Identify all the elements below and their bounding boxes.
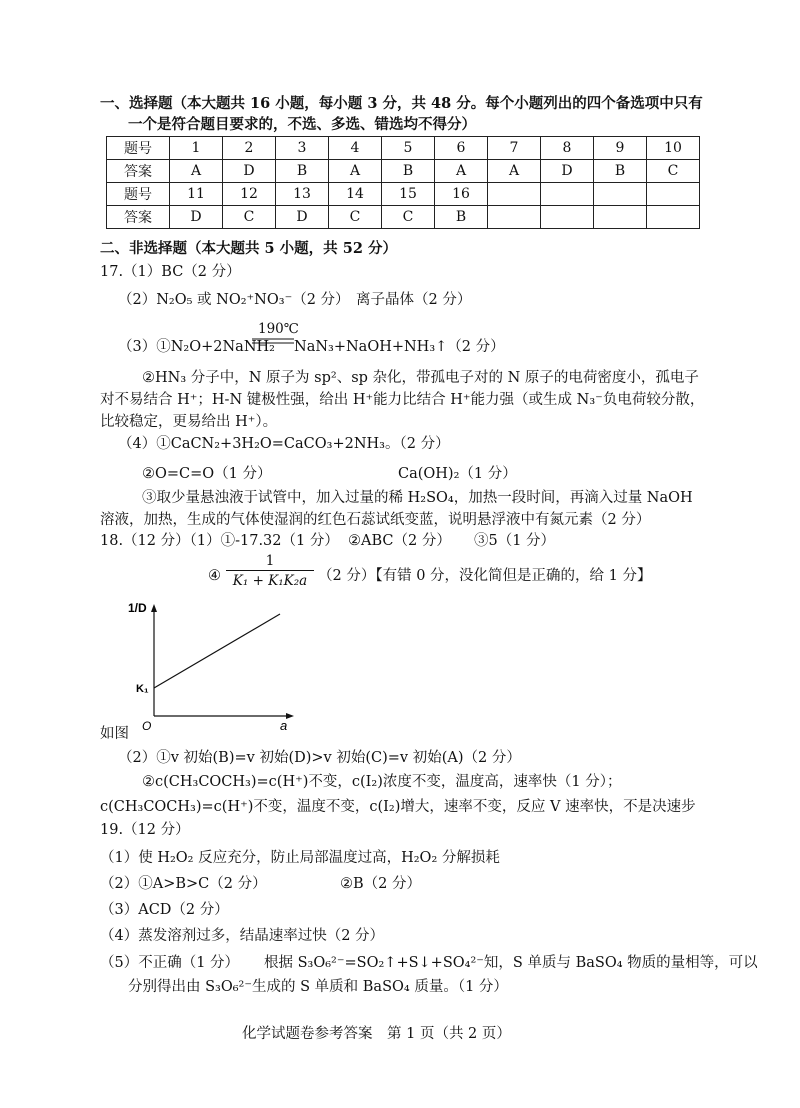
table-cell: 2 (223, 137, 276, 160)
q17-part4-3b: 溶液，加热，生成的气体使湿润的红色石蕊试纸变蓝，说明悬浮液中有氮元素（2 分） (100, 512, 651, 528)
table-cell: 9 (594, 137, 647, 160)
q17-part4-1: （4）①CaCN₂+3H₂O=CaCO₃+2NH₃。（2 分） (118, 436, 450, 452)
q18-fraction-denominator: K₁ + K₁K₂a (226, 570, 314, 591)
section2-title: 二、非选择题（本大题共 5 小题，共 52 分） (100, 240, 397, 257)
table-cell: 4 (329, 137, 382, 160)
graph-intercept-label: K₁ (136, 683, 149, 695)
table-cell: 14 (329, 183, 382, 206)
table-cell: 1 (170, 137, 223, 160)
table-cell: 5 (382, 137, 435, 160)
table-cell: C (223, 206, 276, 229)
table-cell: A (170, 160, 223, 183)
graph-y-arrow-icon (151, 604, 157, 612)
q17-part3-eq-left: （3）①N₂O+2NaNH₂ (118, 339, 275, 355)
q17-part3-line1: ②HN₃ 分子中，N 原子为 sp²、sp 杂化，带孤电子对的 N 原子的电荷密度小，孤电子 (142, 370, 699, 386)
equals-arrow-icon (252, 336, 294, 346)
table-row-header: 答案 (107, 160, 170, 183)
table-cell: 15 (382, 183, 435, 206)
q19-part2b: ②B（2 分） (340, 876, 421, 892)
q18-fraction-numerator: 1 (265, 553, 275, 569)
table-cell: A (329, 160, 382, 183)
page-footer: 化学试题卷参考答案 第 1 页（共 2 页） (242, 1026, 511, 1042)
table-cell (594, 206, 647, 229)
table-row-header: 题号 (107, 183, 170, 206)
table-cell: B (382, 160, 435, 183)
q17-part4-2a: ②O=C=O（1 分） (142, 466, 272, 482)
q18-part1b: ②ABC（2 分） (348, 533, 451, 549)
answer-table (106, 136, 700, 229)
q18-part2-3: c(CH₃COCH₃)=c(H⁺)不变，温度不变，c(I₂)增大，速率不变，反应 V 速率快，不是决速步 (100, 799, 696, 815)
table-cell: 12 (223, 183, 276, 206)
table-cell: D (223, 160, 276, 183)
table-cell: B (594, 160, 647, 183)
q18-graph (120, 596, 300, 732)
q18-ru-tu: 如图 (100, 726, 129, 742)
q19-part3: （3）ACD（2 分） (100, 902, 229, 918)
q17-part2-crystal: 离子晶体（2 分） (356, 292, 472, 308)
table-cell: 13 (276, 183, 329, 206)
q19-part4: （4）蒸发溶剂过多，结晶速率过快（2 分） (100, 928, 385, 944)
q19-part5a: （5）不正确（1 分） (100, 955, 240, 971)
table-cell (647, 183, 700, 206)
table-cell: 11 (170, 183, 223, 206)
q17-part3-line2: 对不易结合 H⁺；H-N 键极性强，给出 H⁺能力比结合 H⁺能力强（或生成 N₃⁻负电荷较分散， (100, 392, 705, 408)
q19-title: 19.（12 分） (100, 822, 190, 838)
graph-line (154, 614, 280, 688)
table-row-header: 题号 (107, 137, 170, 160)
table-cell: 6 (435, 137, 488, 160)
table-cell: D (541, 160, 594, 183)
table-cell: A (435, 160, 488, 183)
table-cell: 10 (647, 137, 700, 160)
q18-part4-prefix: ④ (208, 568, 221, 584)
table-cell: C (382, 206, 435, 229)
table-cell: A (488, 160, 541, 183)
table-cell (488, 183, 541, 206)
q17-part4-2b: Ca(OH)₂（1 分） (398, 466, 517, 482)
table-row (107, 183, 700, 206)
table-row (107, 160, 700, 183)
table-cell (541, 183, 594, 206)
q19-part1: （1）使 H₂O₂ 反应充分，防止局部温度过高，H₂O₂ 分解损耗 (100, 850, 500, 866)
table-cell: C (647, 160, 700, 183)
q17-part3-eq-right: NaN₃+NaOH+NH₃↑（2 分） (294, 339, 505, 355)
table-cell: 16 (435, 183, 488, 206)
q18-part2-1: （2）①v 初始(B)=v 初始(D)>v 初始(C)=v 初始(A)（2 分） (118, 750, 521, 766)
graph-x-label: a (280, 718, 288, 732)
q17-part3-condition: 190℃ (258, 321, 299, 337)
table-cell (488, 206, 541, 229)
graph-y-label: 1/D (128, 601, 147, 615)
table-cell: B (276, 160, 329, 183)
q17-part3-line3: 比较稳定，更易给出 H⁺）。 (100, 414, 278, 430)
table-cell: B (435, 206, 488, 229)
table-row (107, 206, 700, 229)
table-cell (647, 206, 700, 229)
q19-part5b: 根据 S₃O₆²⁻=SO₂↑+S↓+SO₄²⁻知，S 单质与 BaSO₄ 物质的量相等，可以 (264, 955, 758, 971)
q18-fraction (226, 552, 314, 591)
table-cell: 3 (276, 137, 329, 160)
q18-part4-suffix: （2 分）【有错 0 分，没化简但是正确的，给 1 分】 (318, 568, 652, 584)
table-cell: C (329, 206, 382, 229)
graph-origin-label: O (142, 719, 152, 732)
q17-part1: 17.（1）BC（2 分） (100, 264, 241, 280)
q18-part2-2: ②c(CH₃COCH₃)=c(H⁺)不变，c(I₂)浓度不变，温度高，速率快（1 分）； (142, 774, 622, 790)
q18-part1a: 18.（12 分）（1）①-17.32（1 分） (100, 533, 339, 549)
q19-part2a: （2）①A>B>C（2 分） (100, 876, 267, 892)
section1-line1: 一、选择题（本大题共 16 小题，每小题 3 分，共 48 分。每个小题列出的四个备选项中只有 (100, 95, 703, 112)
table-cell (541, 206, 594, 229)
table-cell (594, 183, 647, 206)
table-cell: D (170, 206, 223, 229)
section1-line2: 一个是符合题目要求的，不选、多选、错选均不得分） (128, 116, 476, 133)
q17-part4-3a: ③取少量悬浊液于试管中，加入过量的稀 H₂SO₄，加热一段时间，再滴入过量 NaOH (142, 490, 693, 506)
table-cell: 7 (488, 137, 541, 160)
q18-part1c: ③5（1 分） (474, 533, 556, 549)
q17-part2: （2）N₂O₅ 或 NO₂⁺NO₃⁻（2 分） (118, 292, 350, 308)
table-row-header: 答案 (107, 206, 170, 229)
table-cell: 8 (541, 137, 594, 160)
q19-part5c: 分别得出由 S₃O₆²⁻生成的 S 单质和 BaSO₄ 质量。（1 分） (128, 979, 508, 995)
table-row (107, 137, 700, 160)
table-cell: D (276, 206, 329, 229)
